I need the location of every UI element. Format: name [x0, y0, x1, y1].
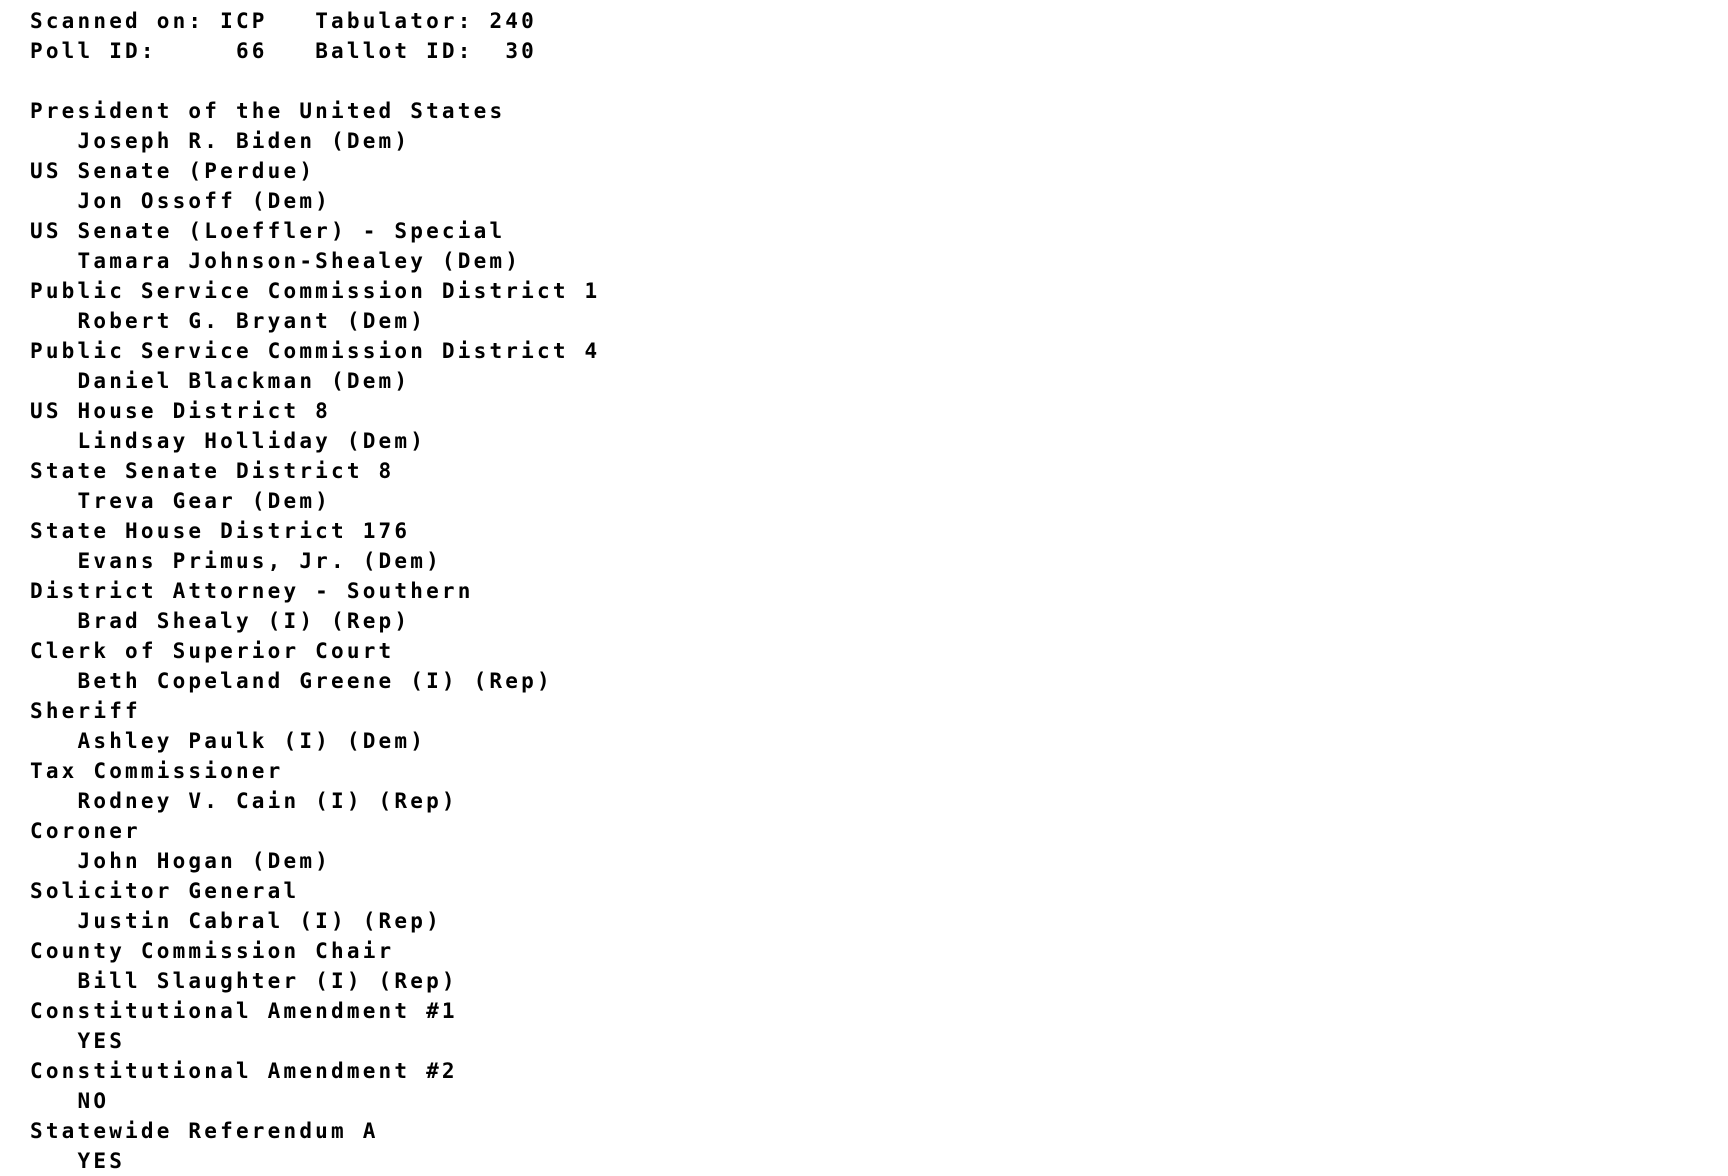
- contest-selection: Daniel Blackman (Dem): [77, 369, 411, 393]
- selection-line: [30, 1086, 1728, 1116]
- contest-row: [30, 276, 1728, 306]
- contest-title: County Commission Chair: [30, 939, 395, 963]
- contest-title: Coroner: [30, 819, 141, 843]
- contest-title: District Attorney - Southern: [30, 579, 474, 603]
- selection-line: [30, 1146, 1728, 1176]
- contest-title: State House District 176: [30, 519, 411, 543]
- contest-row: [30, 96, 1728, 126]
- contest-row: [30, 756, 1728, 786]
- contest-selection: Brad Shealy (I) (Rep): [77, 609, 411, 633]
- contest-selection: Robert G. Bryant (Dem): [77, 309, 427, 333]
- contest-selection: Jon Ossoff (Dem): [77, 189, 332, 213]
- selection-line: [30, 306, 1728, 336]
- contest-row: [30, 876, 1728, 906]
- contest-title: Statewide Referendum A: [30, 1119, 379, 1143]
- contest-selection: Evans Primus, Jr. (Dem): [77, 549, 442, 573]
- scanned-on-value: ICP: [220, 9, 268, 33]
- selection-line: [30, 726, 1728, 756]
- contest-row: [30, 576, 1728, 606]
- contest-selection: Justin Cabral (I) (Rep): [77, 909, 442, 933]
- contest-title: State Senate District 8: [30, 459, 395, 483]
- scanned-on-label: Scanned on:: [30, 9, 205, 33]
- selection-line: [30, 486, 1728, 516]
- selection-line: [30, 126, 1728, 156]
- contest-row: [30, 696, 1728, 726]
- blank-line: [30, 66, 1728, 96]
- contest-title: US House District 8: [30, 399, 332, 423]
- contest-title: Public Service Commission District 1: [30, 279, 601, 303]
- contest-title: President of the United States: [30, 99, 506, 123]
- contest-row: [30, 936, 1728, 966]
- contest-row: [30, 636, 1728, 666]
- contest-selection: YES: [77, 1149, 126, 1173]
- contest-row: [30, 1056, 1728, 1086]
- contest-row: [30, 996, 1728, 1026]
- selection-line: [30, 546, 1728, 576]
- contest-row: [30, 1116, 1728, 1146]
- tabulator-label: Tabulator:: [315, 9, 474, 33]
- header-line-ids: [30, 36, 1728, 66]
- selection-line: [30, 846, 1728, 876]
- contest-selection: Treva Gear (Dem): [77, 489, 332, 513]
- ballot-id-value: 30: [505, 39, 537, 63]
- contest-selection: Ashley Paulk (I) (Dem): [77, 729, 427, 753]
- selection-line: [30, 366, 1728, 396]
- contest-row: [30, 516, 1728, 546]
- selection-line: [30, 966, 1728, 996]
- contest-selection: John Hogan (Dem): [77, 849, 332, 873]
- selection-line: [30, 1026, 1728, 1056]
- contest-title: Public Service Commission District 4: [30, 339, 601, 363]
- contest-title: Sheriff: [30, 699, 141, 723]
- contest-row: [30, 216, 1728, 246]
- selection-line: [30, 246, 1728, 276]
- contest-title: US Senate (Perdue): [30, 159, 316, 183]
- contest-selection: Bill Slaughter (I) (Rep): [77, 969, 458, 993]
- contest-title: Constitutional Amendment #2: [30, 1059, 458, 1083]
- contest-title: Clerk of Superior Court: [30, 639, 395, 663]
- contest-title: Constitutional Amendment #1: [30, 999, 458, 1023]
- contest-selection: Joseph R. Biden (Dem): [77, 129, 411, 153]
- selection-line: [30, 906, 1728, 936]
- contest-selection: Beth Copeland Greene (I) (Rep): [77, 669, 553, 693]
- poll-id-label: Poll ID:: [30, 39, 157, 63]
- contest-title: Solicitor General: [30, 879, 300, 903]
- contest-row: [30, 156, 1728, 186]
- contest-title: Tax Commissioner: [30, 759, 284, 783]
- contest-selection: NO: [77, 1089, 110, 1113]
- contest-selection: Tamara Johnson-Shealey (Dem): [77, 249, 522, 273]
- selection-line: [30, 786, 1728, 816]
- ballot-id-label: Ballot ID:: [315, 39, 474, 63]
- contest-row: [30, 396, 1728, 426]
- contest-row: [30, 456, 1728, 486]
- contest-selection: YES: [77, 1029, 126, 1053]
- selection-line: [30, 666, 1728, 696]
- contest-selection: Lindsay Holliday (Dem): [77, 429, 427, 453]
- contest-row: [30, 336, 1728, 366]
- poll-id-value: 66: [235, 39, 268, 63]
- contest-title: US Senate (Loeffler) - Special: [30, 219, 506, 243]
- header-line-scanner: [30, 6, 1728, 36]
- contest-row: [30, 816, 1728, 846]
- selection-line: [30, 606, 1728, 636]
- selection-line: [30, 186, 1728, 216]
- selection-line: [30, 426, 1728, 456]
- contest-selection: Rodney V. Cain (I) (Rep): [77, 789, 458, 813]
- tabulator-value: 240: [489, 9, 537, 33]
